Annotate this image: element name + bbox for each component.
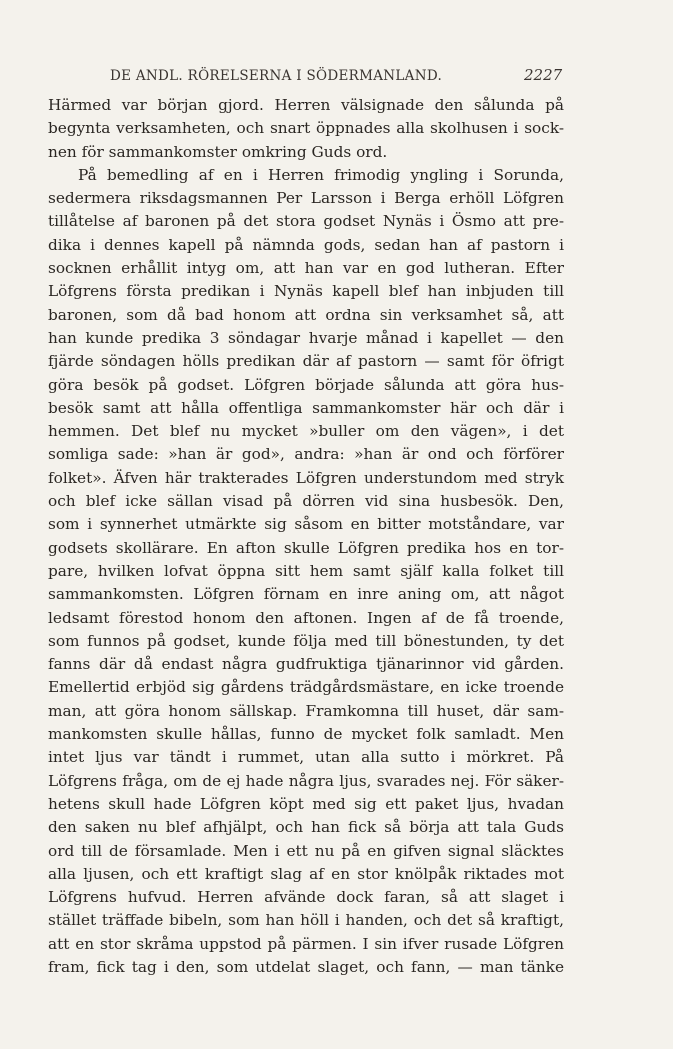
running-header: DE ANDL. RÖRELSERNA I SÖDERMANLAND. xyxy=(110,68,443,84)
text-line: tillåtelse af baronen på det stora godset Nynäs i Ösmo att pre- xyxy=(48,212,564,231)
text-line: Emellertid erbjöd sig gårdens trädgårdsmästare, en icke troende xyxy=(48,678,564,697)
text-line: fjärde söndagen hölls predikan där af pastorn — samt för öfrigt xyxy=(48,352,564,371)
text-line: att en stor skråma uppstod på pärmen. I sin ifver rusade Löfgren xyxy=(48,934,564,953)
text-line: baronen, som då bad honom att ordna sin verksamhet så, att xyxy=(48,305,564,324)
text-line: som i synnerhet utmärkte sig såsom en bitter motståndare, var xyxy=(48,515,564,534)
text-line: sedermera riksdagsmannen Per Larsson i Berga erhöll Löfgren xyxy=(48,189,564,208)
text-line: sammankomsten. Löfgren förnam en inre aning om, att något xyxy=(48,585,564,604)
text-line: besök samt att hålla offentliga sammankomster här och där i xyxy=(48,398,564,417)
text-line: begynta verksamheten, och snart öppnades alla skolhusen i sock- xyxy=(48,119,564,138)
text-line: ledsamt förestod honom den aftonen. Ingen af de få troende, xyxy=(48,608,564,627)
text-line: dika i dennes kapell på nämnda gods, sedan han af pastorn i xyxy=(48,235,564,254)
text-line: han kunde predika 3 söndagar hvarje månad i kapellet — den xyxy=(48,328,564,347)
text-line: som funnos på godset, kunde följa med till bönestunden, ty det xyxy=(48,631,564,650)
text-line: ord till de församlade. Men i ett nu på en gifven signal släcktes xyxy=(48,841,564,860)
text-line: och blef icke sällan visad på dörren vid sina husbesök. Den, xyxy=(48,492,564,511)
text-line: stället träffade bibeln, som han höll i handen, och det så kraftigt, xyxy=(48,911,564,930)
text-line: mankomsten skulle hållas, funno de mycket folk samladt. Men xyxy=(48,725,564,744)
text-line: Löfgrens hufvud. Herren afvände dock faran, så att slaget i xyxy=(48,888,564,907)
text-line: pare, hvilken lofvat öppna sitt hem samt själf kalla folket till xyxy=(48,561,564,580)
text-line: hemmen. Det blef nu mycket »buller om den vägen», i det xyxy=(48,422,564,441)
text-line: folket». Äfven här trakterades Löfgren understundom med stryk xyxy=(48,468,564,487)
text-line: Härmed var början gjord. Herren välsignade den sålunda på xyxy=(48,96,564,114)
text-line: fanns där då endast några gudfruktiga tjänarinnor vid gården. xyxy=(48,655,564,674)
text-line: Löfgrens fråga, om de ej hade några ljus, svarades nej. För säker- xyxy=(48,771,564,790)
body-text xyxy=(48,94,564,979)
page-number: 2227 xyxy=(524,66,563,84)
text-line: alla ljusen, och ett kraftigt slag af en stor knölpåk riktades mot xyxy=(48,864,564,883)
text-line: godsets skollärare. En afton skulle Löfgren predika hos en tor- xyxy=(48,538,564,557)
text-line: socknen erhållit intyg om, att han var en god lutheran. Efter xyxy=(48,259,564,278)
text-line: På bemedling af en i Herren frimodig yngling i Sorunda, xyxy=(78,165,564,184)
text-line: man, att göra honom sällskap. Framkomna till huset, där sam- xyxy=(48,701,564,720)
text-line: nen för sammankomster omkring Guds ord. xyxy=(48,142,388,161)
text-line: Löfgrens första predikan i Nynäs kapell blef han inbjuden till xyxy=(48,282,564,301)
text-line: hetens skull hade Löfgren köpt med sig ett paket ljus, hvadan xyxy=(48,794,564,813)
text-line: fram, fick tag i den, som utdelat slaget, och fann, — man tänke xyxy=(48,957,564,976)
text-line: den saken nu blef afhjälpt, och han fick så börja att tala Guds xyxy=(48,818,564,837)
text-line: intet ljus var tändt i rummet, utan alla sutto i mörkret. På xyxy=(48,748,564,767)
text-line: göra besök på godset. Löfgren började sålunda att göra hus- xyxy=(48,375,564,394)
text-line: somliga sade: »han är god», andra: »han är ond och förförer xyxy=(48,445,564,464)
